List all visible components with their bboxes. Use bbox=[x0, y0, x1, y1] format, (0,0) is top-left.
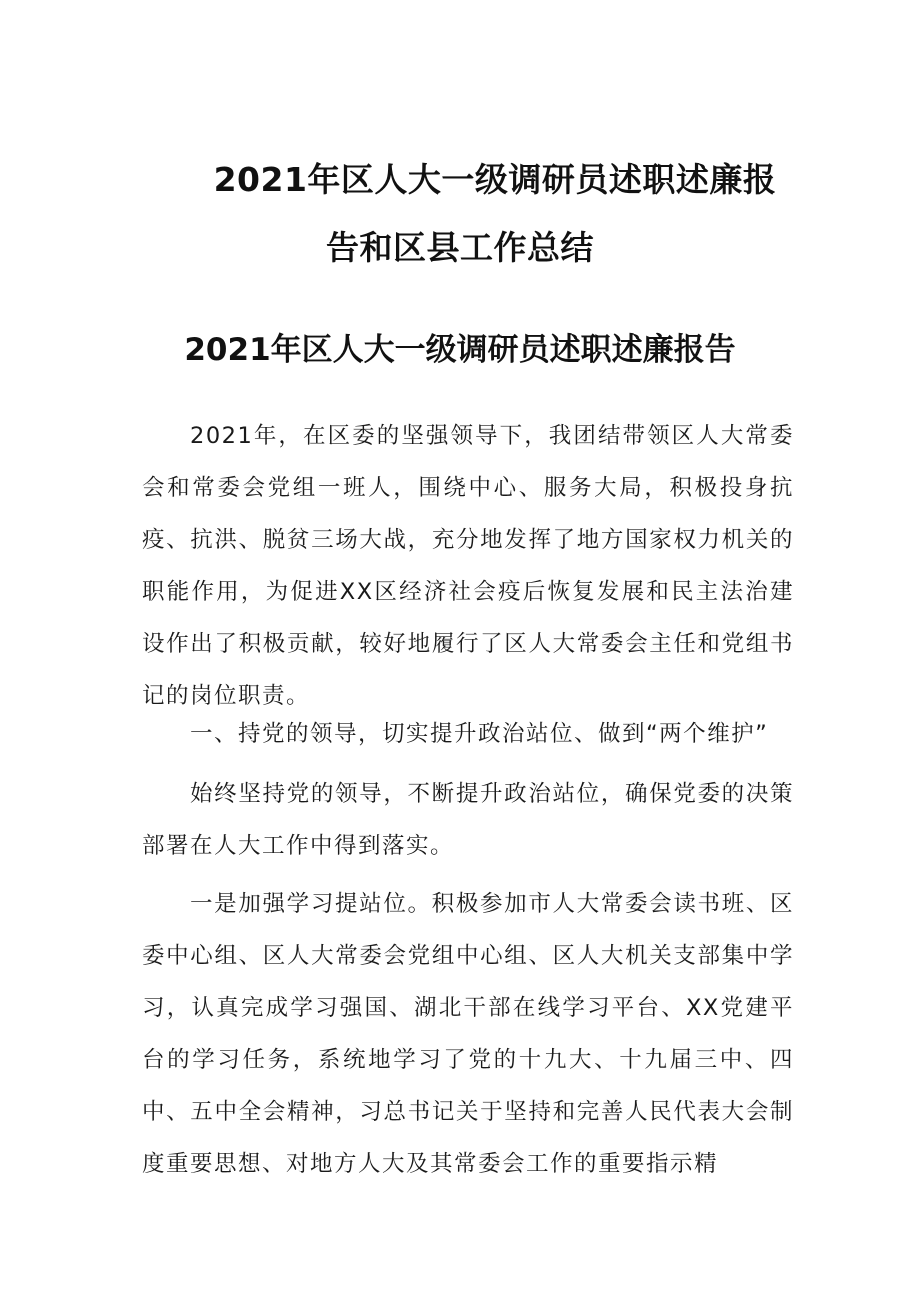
document-title-line-1: 2021年区人大一级调研员述职述廉报 bbox=[213, 160, 777, 199]
document-title-line-2: 告和区县工作总结 bbox=[326, 228, 594, 267]
paragraph-study: 一是加强学习提站位。积极参加市人大常委会读书班、区委中心组、区人大常委会党组中心组、区人大机关支部集中学习，认真完成学习强国、湖北干部在线学习平台、XX党建平台的学习任务，系统地学习了党的十九大、十九届三中、四中、五中全会精神，习总书记关于坚持和完善人民代表大会制度重要思想、对地方人大及其常委会工作的重要指示精 bbox=[142, 891, 794, 1177]
section-heading-1: 一、持党的领导，切实提升政治站位、做到“两个维护” bbox=[190, 721, 769, 747]
paragraph-section-1-summary: 始终坚持党的领导，不断提升政治站位，确保党委的决策部署在人大工作中得到落实。 bbox=[142, 781, 794, 859]
paragraph-intro: 2021年，在区委的坚强领导下，我团结带领区人大常委会和常委会党组一班人，围绕中心、服务大局，积极投身抗疫、抗洪、脱贫三场大战，充分地发挥了地方国家权力机关的职能作用，为促进XX区经济社会疫后恢复发展和民主法治建设作出了积极贡献，较好地履行了区人大常委会主任和党组书记的岗位职责。 bbox=[142, 423, 794, 709]
report-subtitle: 2021年区人大一级调研员述职述廉报告 bbox=[184, 332, 736, 368]
